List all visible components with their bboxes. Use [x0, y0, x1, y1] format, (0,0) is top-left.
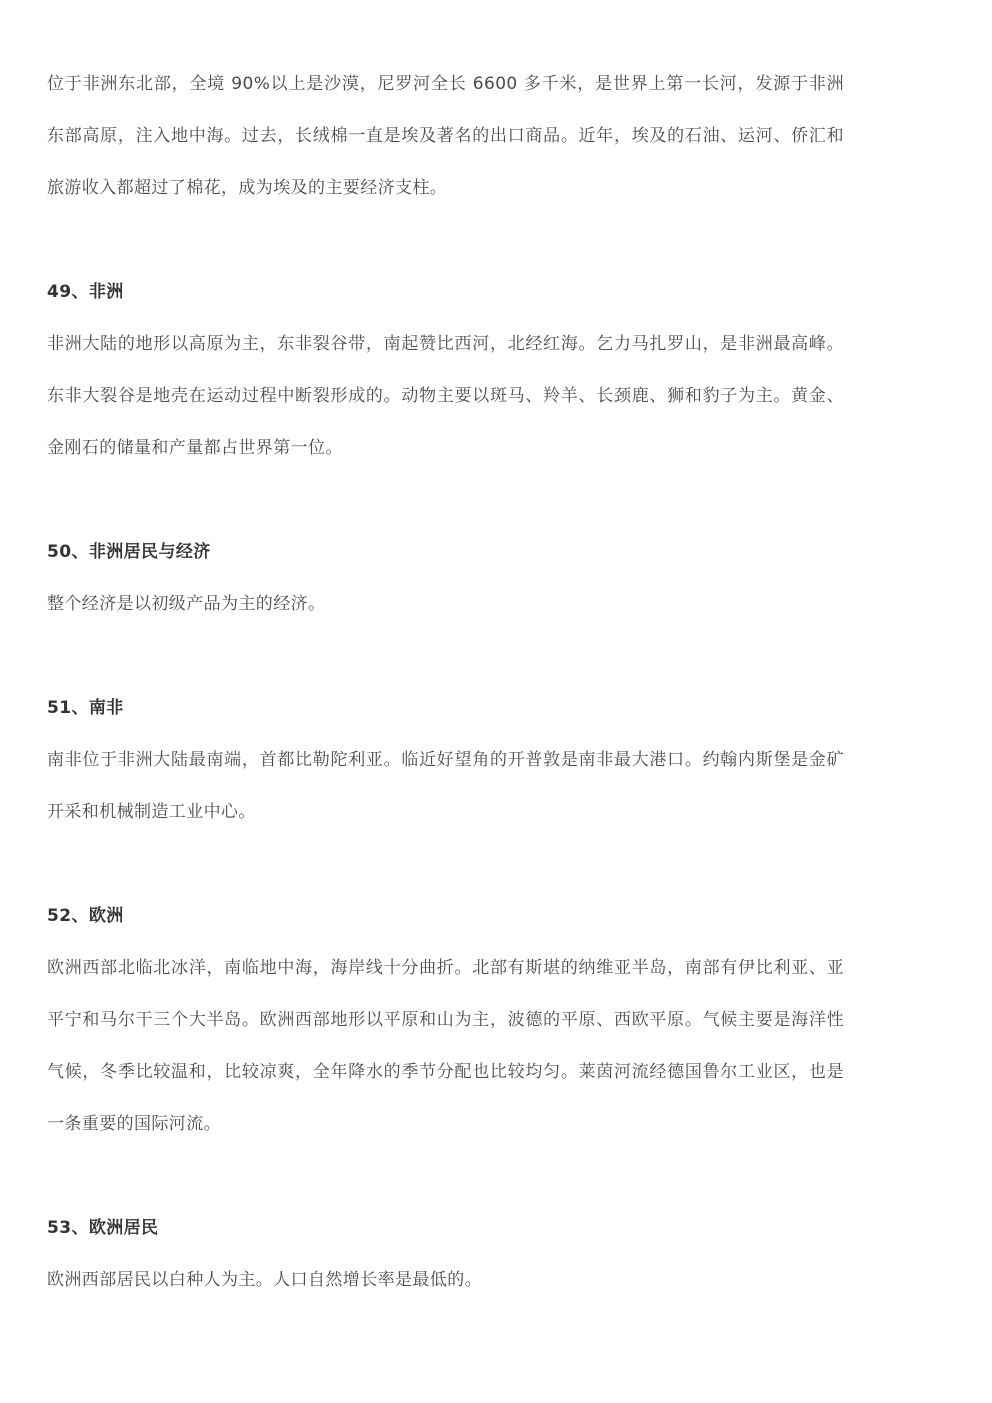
section-heading: 52、欧洲 [47, 906, 124, 926]
section-paragraph: 整个经济是以初级产品为主的经济。 [47, 594, 326, 614]
section-heading: 49、非洲 [47, 282, 124, 302]
section-paragraph: 南非位于非洲大陆最南端，首都比勒陀利亚。临近好望角的开普敦是南非最大港口。约翰内斯堡是金矿开采和机械制造工业中心。 [47, 750, 844, 822]
section-africa-economy [47, 526, 844, 630]
section-europe-residents [47, 1202, 844, 1306]
section-south-africa [47, 682, 844, 838]
section-paragraph: 非洲大陆的地形以高原为主，东非裂谷带，南起赞比西河，北经红海。乞力马扎罗山，是非洲最高峰。东非大裂谷是地壳在运动过程中断裂形成的。动物主要以斑马、羚羊、长颈鹿、狮和豹子为主。黄金、金刚石的储量和产量都占世界第一位。 [47, 334, 844, 458]
section-africa [47, 266, 844, 474]
section-heading: 50、非洲居民与经济 [47, 542, 211, 562]
section-europe [47, 890, 844, 1150]
intro-paragraph: 位于非洲东北部，全境 90%以上是沙漠，尼罗河全长 6600 多千米，是世界上第一长河，发源于非洲东部高原，注入地中海。过去，长绒棉一直是埃及著名的出口商品。近年，埃及的石油、运河、侨汇和旅游收入都超过了棉花，成为埃及的主要经济支柱。 [47, 74, 844, 198]
section-paragraph: 欧洲西部居民以白种人为主。人口自然增长率是最低的。 [47, 1270, 482, 1290]
section-heading: 51、南非 [47, 698, 124, 718]
section-heading: 53、欧洲居民 [47, 1218, 159, 1238]
section-paragraph: 欧洲西部北临北冰洋，南临地中海，海岸线十分曲折。北部有斯堪的纳维亚半岛，南部有伊比利亚、亚平宁和马尔干三个大半岛。欧洲西部地形以平原和山为主，波德的平原、西欧平原。气候主要是海洋性气候，冬季比较温和，比较凉爽，全年降水的季节分配也比较均匀。莱茵河流经德国鲁尔工业区，也是一条重要的国际河流。 [47, 958, 844, 1134]
